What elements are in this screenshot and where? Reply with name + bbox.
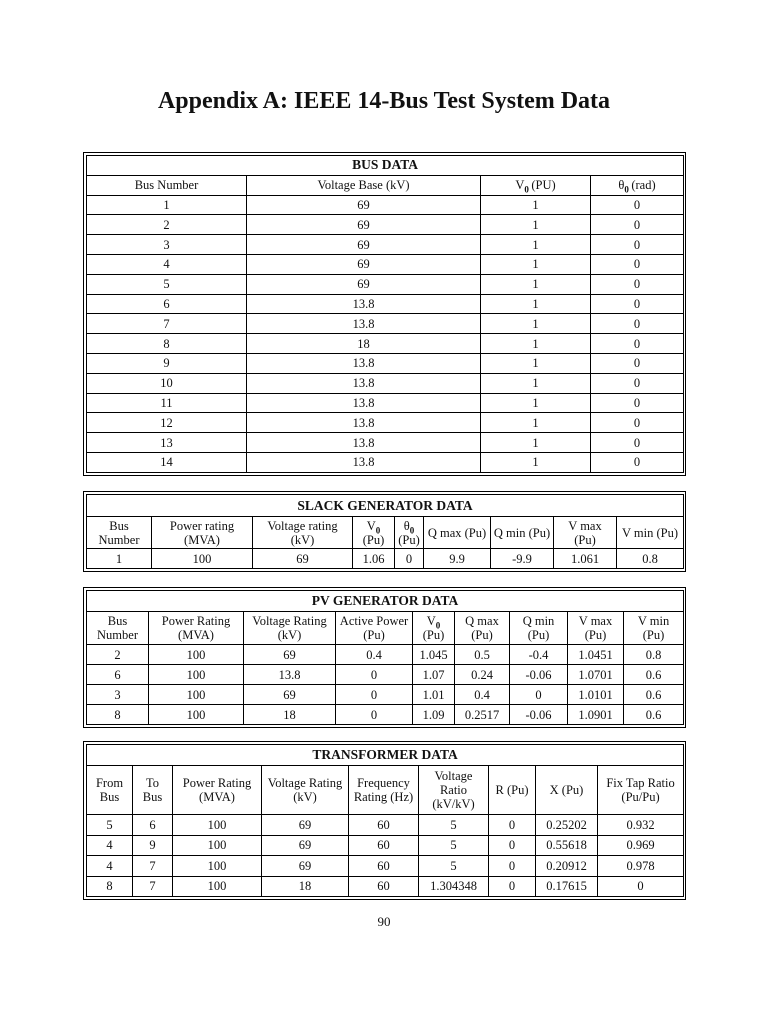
table-cell: 0 — [591, 274, 684, 294]
column-header: Q max (Pu) — [455, 612, 510, 645]
table-cell: 0 — [591, 314, 684, 334]
column-header: $\theta_0$ (Pu) — [395, 517, 424, 549]
table-cell: 69 — [262, 815, 349, 836]
table-row — [87, 876, 684, 897]
table-cell: 0 — [336, 665, 413, 685]
table-row — [87, 835, 684, 856]
table-cell: 13.8 — [247, 413, 481, 433]
table-cell: 5 — [419, 835, 489, 856]
table-cell: 0.978 — [598, 856, 684, 877]
bus-data-table — [83, 152, 686, 476]
column-header: $\theta_0$ (rad) — [591, 175, 684, 195]
table-cell: 0.25202 — [536, 815, 598, 836]
column-header: R (Pu) — [489, 766, 536, 815]
table-cell: 7 — [133, 876, 173, 897]
table-cell: 0.55618 — [536, 835, 598, 856]
table-caption: SLACK GENERATOR DATA — [87, 495, 684, 517]
table-cell: 0 — [591, 452, 684, 472]
table-row — [87, 665, 684, 685]
table-cell: 100 — [173, 856, 262, 877]
page-title: Appendix A: IEEE 14-Bus Test System Data — [157, 88, 611, 114]
table-cell: 100 — [173, 876, 262, 897]
table-row — [87, 705, 684, 725]
table-cell: 0.4 — [336, 645, 413, 665]
table-row — [87, 856, 684, 877]
table-cell: 100 — [152, 549, 253, 569]
table-caption: PV GENERATOR DATA — [87, 591, 684, 612]
table-cell: 0 — [591, 195, 684, 215]
table-cell: 1 — [481, 274, 591, 294]
table-cell: 6 — [87, 665, 149, 685]
table-cell: 69 — [247, 254, 481, 274]
table-cell: 10 — [87, 373, 247, 393]
table-cell: 60 — [349, 815, 419, 836]
table-cell: 0 — [591, 334, 684, 354]
table-cell: 0 — [591, 413, 684, 433]
table-row — [87, 294, 684, 314]
table-cell: 0 — [489, 815, 536, 836]
column-header: Power Rating (MVA) — [173, 766, 262, 815]
table-cell: 0.5 — [455, 645, 510, 665]
table-cell: 0.6 — [624, 705, 684, 725]
table-cell: 3 — [87, 685, 149, 705]
table-caption: TRANSFORMER DATA — [87, 745, 684, 766]
table-row — [87, 433, 684, 453]
table-cell: 5 — [87, 815, 133, 836]
table-cell: 14 — [87, 452, 247, 472]
table-cell: 8 — [87, 705, 149, 725]
table-cell: 100 — [173, 835, 262, 856]
column-header: V max (Pu) — [554, 517, 617, 549]
table-cell: 13.8 — [247, 452, 481, 472]
table-cell: 69 — [247, 235, 481, 255]
table-row — [87, 274, 684, 294]
table-cell: 0 — [489, 856, 536, 877]
table-cell: 60 — [349, 876, 419, 897]
table-cell: 69 — [253, 549, 353, 569]
table-cell: -0.06 — [510, 665, 568, 685]
table-cell: 0 — [598, 876, 684, 897]
table-cell: 1.045 — [413, 645, 455, 665]
column-header: V max (Pu) — [568, 612, 624, 645]
table-row — [87, 645, 684, 665]
table-cell: 4 — [87, 835, 133, 856]
slack-generator-table — [83, 491, 686, 572]
column-header: $V_0$ (PU) — [481, 175, 591, 195]
page-number: 90 — [377, 914, 391, 929]
table-cell: 2 — [87, 645, 149, 665]
table-cell: 0.969 — [598, 835, 684, 856]
table-cell: 1 — [481, 353, 591, 373]
table-row — [87, 815, 684, 836]
table-cell: 0.24 — [455, 665, 510, 685]
column-header: Voltage Base (kV) — [247, 175, 481, 195]
table-cell: 1 — [481, 294, 591, 314]
table-cell: 3 — [87, 235, 247, 255]
table-cell: 1 — [481, 254, 591, 274]
table-cell: 1.0451 — [568, 645, 624, 665]
table-cell: 69 — [247, 195, 481, 215]
table-cell: 9 — [133, 835, 173, 856]
table-cell: 1 — [481, 235, 591, 255]
table-row — [87, 685, 684, 705]
table-cell: 2 — [87, 215, 247, 235]
table-cell: 0 — [591, 373, 684, 393]
column-header: V min (Pu) — [617, 517, 684, 549]
table-row — [87, 452, 684, 472]
table-cell: -0.4 — [510, 645, 568, 665]
table-row — [87, 353, 684, 373]
column-header: Q min (Pu) — [510, 612, 568, 645]
column-header: From Bus — [87, 766, 133, 815]
table-cell: 13.8 — [247, 373, 481, 393]
table-cell: -9.9 — [491, 549, 554, 569]
column-header: Power Rating (MVA) — [149, 612, 244, 645]
table-cell: 1.06 — [353, 549, 395, 569]
table-cell: 1 — [87, 195, 247, 215]
table-cell: 0 — [489, 835, 536, 856]
table-cell: 0 — [489, 876, 536, 897]
column-header: Bus Number — [87, 517, 152, 549]
table-cell: 0 — [591, 433, 684, 453]
table-cell: 5 — [419, 856, 489, 877]
table-row — [87, 254, 684, 274]
column-header: Voltage rating (kV) — [253, 517, 353, 549]
table-cell: 0.6 — [624, 665, 684, 685]
table-cell: 1.0701 — [568, 665, 624, 685]
table-cell: 0 — [510, 685, 568, 705]
table-cell: 13.8 — [247, 294, 481, 314]
table-cell: 0 — [591, 235, 684, 255]
table-cell: 1 — [481, 433, 591, 453]
column-header: Voltage Rating (kV) — [244, 612, 336, 645]
table-cell: 1.09 — [413, 705, 455, 725]
column-header: $V_0$ (Pu) — [413, 612, 455, 645]
table-cell: 1.01 — [413, 685, 455, 705]
table-cell: 6 — [87, 294, 247, 314]
table-row — [87, 235, 684, 255]
table-cell: 1 — [481, 373, 591, 393]
table-cell: 69 — [262, 835, 349, 856]
table-cell: 0 — [591, 215, 684, 235]
table-cell: 9.9 — [424, 549, 491, 569]
table-cell: 18 — [262, 876, 349, 897]
table-cell: 0.4 — [455, 685, 510, 705]
table-cell: 12 — [87, 413, 247, 433]
table-cell: 69 — [247, 274, 481, 294]
table-cell: 100 — [149, 645, 244, 665]
table-cell: 100 — [149, 685, 244, 705]
table-cell: 0.17615 — [536, 876, 598, 897]
table-cell: 7 — [133, 856, 173, 877]
transformer-table — [83, 741, 686, 900]
table-cell: 1 — [481, 452, 591, 472]
table-cell: 1.0901 — [568, 705, 624, 725]
table-cell: 13.8 — [247, 314, 481, 334]
table-cell: 6 — [133, 815, 173, 836]
table-row — [87, 215, 684, 235]
table-cell: 4 — [87, 254, 247, 274]
column-header: Frequency Rating (Hz) — [349, 766, 419, 815]
table-cell: 0.8 — [624, 645, 684, 665]
table-cell: 69 — [244, 645, 336, 665]
table-cell: 100 — [149, 705, 244, 725]
table-cell: 1.304348 — [419, 876, 489, 897]
table-cell: 0 — [591, 353, 684, 373]
table-row — [87, 549, 684, 569]
table-cell: 0 — [591, 254, 684, 274]
column-header: Q min (Pu) — [491, 517, 554, 549]
table-cell: 69 — [244, 685, 336, 705]
table-row — [87, 314, 684, 334]
table-cell: 0 — [591, 294, 684, 314]
table-cell: 13.8 — [247, 353, 481, 373]
table-cell: 1 — [87, 549, 152, 569]
column-header: Fix Tap Ratio (Pu/Pu) — [598, 766, 684, 815]
column-header: Bus Number — [87, 612, 149, 645]
table-cell: 13 — [87, 433, 247, 453]
table-cell: 5 — [419, 815, 489, 836]
table-row — [87, 334, 684, 354]
table-cell: 100 — [149, 665, 244, 685]
table-cell: 1.07 — [413, 665, 455, 685]
table-cell: 0.2517 — [455, 705, 510, 725]
table-cell: 60 — [349, 835, 419, 856]
table-cell: 100 — [173, 815, 262, 836]
column-header: Power rating (MVA) — [152, 517, 253, 549]
table-cell: 0.20912 — [536, 856, 598, 877]
table-cell: 1 — [481, 413, 591, 433]
table-cell: 13.8 — [247, 433, 481, 453]
table-cell: 9 — [87, 353, 247, 373]
table-cell: -0.06 — [510, 705, 568, 725]
table-cell: 0 — [336, 705, 413, 725]
column-header: Bus Number — [87, 175, 247, 195]
table-cell: 18 — [247, 334, 481, 354]
table-cell: 4 — [87, 856, 133, 877]
table-cell: 69 — [262, 856, 349, 877]
pv-generator-table — [83, 587, 686, 728]
table-row — [87, 195, 684, 215]
table-cell: 0 — [336, 685, 413, 705]
table-cell: 1 — [481, 314, 591, 334]
column-header: To Bus — [133, 766, 173, 815]
table-cell: 1.0101 — [568, 685, 624, 705]
column-header: V min (Pu) — [624, 612, 684, 645]
column-header: Q max (Pu) — [424, 517, 491, 549]
table-cell: 8 — [87, 334, 247, 354]
table-cell: 1 — [481, 215, 591, 235]
column-header: Voltage Rating (kV) — [262, 766, 349, 815]
table-cell: 0 — [395, 549, 424, 569]
table-cell: 69 — [247, 215, 481, 235]
table-row — [87, 373, 684, 393]
table-cell: 1 — [481, 393, 591, 413]
column-header: Active Power (Pu) — [336, 612, 413, 645]
table-cell: 60 — [349, 856, 419, 877]
table-cell: 1 — [481, 334, 591, 354]
table-cell: 1 — [481, 195, 591, 215]
table-row — [87, 413, 684, 433]
table-cell: 0.6 — [624, 685, 684, 705]
table-caption: BUS DATA — [87, 156, 684, 176]
column-header: X (Pu) — [536, 766, 598, 815]
table-cell: 18 — [244, 705, 336, 725]
table-cell: 8 — [87, 876, 133, 897]
table-cell: 13.8 — [244, 665, 336, 685]
table-cell: 0.932 — [598, 815, 684, 836]
column-header: $V_0$ (Pu) — [353, 517, 395, 549]
table-cell: 13.8 — [247, 393, 481, 413]
table-cell: 11 — [87, 393, 247, 413]
table-cell: 1.061 — [554, 549, 617, 569]
table-row — [87, 393, 684, 413]
table-cell: 7 — [87, 314, 247, 334]
table-cell: 0 — [591, 393, 684, 413]
column-header: Voltage Ratio (kV/kV) — [419, 766, 489, 815]
table-cell: 0.8 — [617, 549, 684, 569]
table-cell: 5 — [87, 274, 247, 294]
